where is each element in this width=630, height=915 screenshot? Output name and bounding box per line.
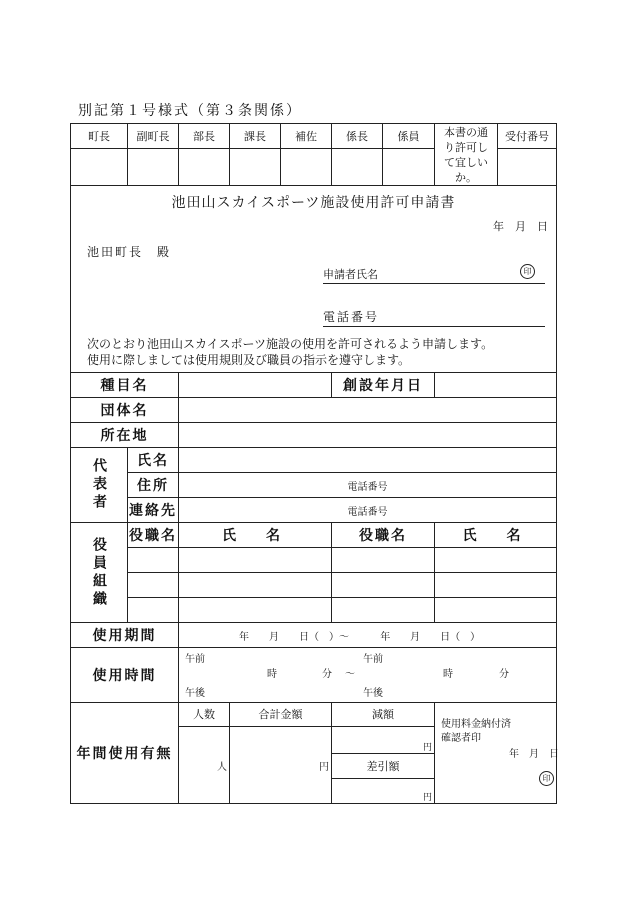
rep-name-label: 氏名 [128, 448, 179, 473]
stamp-box[interactable] [332, 149, 383, 186]
officer-role-cell[interactable] [128, 573, 179, 598]
net-header: 差引額 [332, 754, 435, 779]
officer-name-cell[interactable] [435, 573, 557, 598]
period-input[interactable] [179, 623, 557, 648]
approval-header: 係長 [332, 124, 383, 149]
reduction-input[interactable] [332, 727, 435, 754]
total-input[interactable] [230, 727, 332, 804]
period-label: 使用期間 [71, 623, 179, 648]
founded-label: 創設年月日 [332, 373, 435, 398]
intro-block [71, 186, 556, 372]
body-line-2: 使用に際しましては使用規則及び職員の指示を遵守します。 [87, 353, 411, 367]
total-header: 合計金額 [230, 703, 332, 727]
approval-question: 本書の通り許可して宜しいか。 [435, 124, 498, 186]
rep-contact-input[interactable] [179, 498, 557, 523]
approval-header: 部長 [179, 124, 230, 149]
officers-label: 役員組織 [91, 536, 107, 609]
form-title: 池田山スカイスポーツ施設使用許可申請書 [171, 195, 456, 211]
minute-left: 分 [322, 669, 332, 680]
approval-header: 町長 [71, 124, 128, 149]
paid-line-2: 確認者印 [441, 733, 481, 744]
yen-unit: 円 [422, 793, 432, 803]
annual-label: 年間使用有無 [71, 703, 179, 804]
phone-label: 電話番号 [323, 310, 380, 324]
approval-header: 副町長 [128, 124, 179, 149]
group-input[interactable] [179, 398, 557, 423]
reception-number-box[interactable] [498, 149, 557, 186]
approval-header: 受付番号 [498, 124, 557, 149]
phone-field[interactable] [323, 308, 545, 327]
founded-input[interactable] [435, 373, 557, 398]
payment-confirmation[interactable] [435, 703, 557, 804]
stamp-box[interactable] [383, 149, 435, 186]
applicant-label: 申請者氏名 [323, 268, 378, 281]
period-end: 年 月 日（ ） [380, 631, 481, 643]
yen-unit: 円 [319, 761, 329, 773]
officer-name-cell[interactable] [179, 573, 332, 598]
am-left: 午前 [185, 654, 205, 665]
stamp-box[interactable] [230, 149, 281, 186]
officer-role-cell[interactable] [332, 548, 435, 573]
approval-header: 補佐 [281, 124, 332, 149]
officer-role-cell[interactable] [128, 598, 179, 623]
officer-name-cell[interactable] [435, 598, 557, 623]
stamp-box[interactable] [179, 149, 230, 186]
phone-small-label: 電話番号 [347, 506, 388, 518]
body-text [87, 336, 493, 368]
rep-contact-label: 連絡先 [128, 498, 179, 523]
name-header: 氏 名 [435, 523, 557, 548]
stamp-box[interactable] [281, 149, 332, 186]
hour-left: 時 [267, 669, 277, 680]
approval-header: 係員 [383, 124, 435, 149]
group-label: 団体名 [71, 398, 179, 423]
form-id: 別記第１号様式（第３条関係） [78, 103, 302, 119]
am-right: 午前 [363, 654, 383, 665]
approval-header: 課長 [230, 124, 281, 149]
net-input[interactable] [332, 779, 435, 804]
representative-label: 代表者 [91, 458, 107, 512]
tilde: ～ [345, 669, 355, 680]
role-header: 役職名 [128, 523, 179, 548]
body-line-1: 次のとおり池田山スカイスポーツ施設の使用を許可されるよう申請します。 [87, 337, 494, 351]
officer-role-cell[interactable] [128, 548, 179, 573]
period-start: 年 月 日（ ）～ [239, 631, 349, 643]
role-header: 役職名 [332, 523, 435, 548]
date-line: 年 月 日 [493, 220, 548, 233]
minute-right: 分 [499, 669, 509, 680]
rep-address-label: 住所 [128, 473, 179, 498]
officer-role-cell[interactable] [332, 598, 435, 623]
paid-line-1: 使用料金納付済 [441, 719, 511, 730]
stamp-box[interactable] [128, 149, 179, 186]
officer-role-cell[interactable] [332, 573, 435, 598]
addressee: 池田町長 殿 [87, 245, 172, 259]
time-input[interactable] [179, 648, 557, 703]
officer-name-cell[interactable] [179, 598, 332, 623]
reduction-header: 減額 [332, 703, 435, 727]
paid-date: 年 月 日 [509, 749, 559, 760]
yen-unit: 円 [422, 743, 432, 753]
seal-icon: 印 [539, 771, 554, 786]
event-input[interactable] [179, 373, 332, 398]
applicant-name-field[interactable] [323, 266, 545, 284]
stamp-box[interactable] [71, 149, 128, 186]
seal-icon: 印 [520, 264, 535, 279]
location-label: 所在地 [71, 423, 179, 448]
officer-name-cell[interactable] [435, 548, 557, 573]
event-label: 種目名 [71, 373, 179, 398]
officer-name-cell[interactable] [179, 548, 332, 573]
headcount-header: 人数 [179, 703, 230, 727]
location-input[interactable] [179, 423, 557, 448]
name-header: 氏 名 [179, 523, 332, 548]
rep-address-input[interactable] [179, 473, 557, 498]
pm-left: 午後 [185, 688, 205, 699]
person-unit: 人 [217, 761, 227, 773]
headcount-input[interactable] [179, 727, 230, 804]
pm-right: 午後 [363, 688, 383, 699]
rep-name-input[interactable] [179, 448, 557, 473]
hour-right: 時 [443, 669, 453, 680]
time-label: 使用時間 [71, 648, 179, 703]
phone-small-label: 電話番号 [347, 481, 388, 493]
form-table [70, 123, 557, 804]
